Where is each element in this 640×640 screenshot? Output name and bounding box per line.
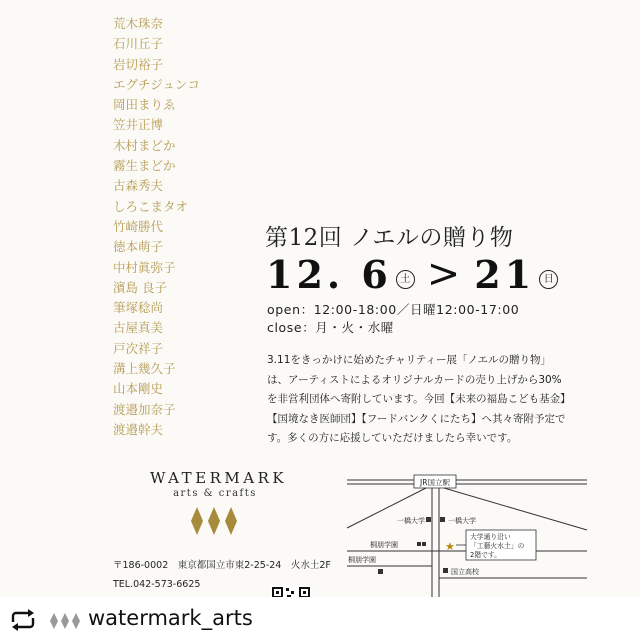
map-star-marker: ★ — [445, 540, 455, 553]
map-label-hitotsubashi-east: 一橋大学 — [448, 517, 476, 525]
gallery-address: 〒186-0002 東京都国立市東2-25-24 火水土2F — [113, 560, 331, 571]
artist-name: 中村眞弥子 — [113, 259, 176, 275]
artist-name: しろこまタオ — [113, 198, 189, 214]
artist-list — [113, 14, 200, 440]
opening-hours — [267, 301, 519, 337]
artist-name: 古森秀夫 — [113, 178, 164, 194]
gallery-tel: TEL.042-573-6625 — [113, 579, 201, 590]
artist-name: 笠井正博 — [113, 117, 164, 133]
watermark-diamond-logo — [190, 506, 238, 536]
map-label-kunitachi-hs: 国立高校 — [451, 568, 479, 576]
map-label-hitotsubashi-west: 一橋大学 — [397, 517, 425, 525]
artist-name: 渡邉加奈子 — [113, 401, 176, 417]
artist-name: 古屋真美 — [113, 320, 164, 336]
date-range-arrow: > — [426, 251, 461, 297]
hours-close: close：月・火・水曜 — [267, 320, 394, 335]
watermark-diamond-icon — [49, 613, 81, 629]
map-label-toho-kindergarten: 桐朋学園 — [370, 541, 398, 549]
artist-name: 濱島 良子 — [113, 279, 167, 295]
artist-name: 山本剛史 — [113, 381, 164, 397]
start-date: 12. 6 — [266, 251, 392, 297]
artist-name: 荒木珠奈 — [113, 16, 164, 31]
hours-open: open：12:00-18:00／日曜12:00-17:00 — [267, 302, 520, 317]
artist-name: 戸次祥子 — [113, 340, 164, 356]
artist-name: 溝上幾久子 — [113, 361, 176, 377]
map-callout-line1: 大学通り沿い — [470, 533, 511, 541]
artist-name: 徳本萌子 — [113, 239, 164, 255]
artist-name: 岡田まりゑ — [113, 97, 176, 113]
end-day-badge: 日 — [539, 270, 558, 289]
event-description: 3.11をきっかけに始めたチャリティー展「ノエルの贈り物」は、アーティストによるオリジナルカードの売り上げから30%を非営利団体へ寄附しています。今回【未来の福島こども基金】【国境なき医師団】【フードバンクくにたち】へ其々寄附予定です。多くの方に応援していただけましたら幸いです。 — [267, 354, 566, 444]
event-title: 第12回 ノエルの贈り物 — [265, 225, 514, 251]
map-station-top: JR国立駅 — [420, 478, 450, 487]
start-day-badge: 土 — [396, 270, 415, 289]
artist-name: 岩切裕子 — [113, 56, 164, 72]
artist-name: 石川丘子 — [113, 36, 164, 52]
artist-name: 竹崎勝代 — [113, 218, 164, 234]
map-label-toho-school: 桐朋学園 — [348, 556, 376, 564]
map-callout-line3: 2階です。 — [470, 551, 501, 559]
gallery-name: WATERMARK — [150, 469, 288, 487]
instagram-handle[interactable]: watermark_arts — [88, 606, 253, 630]
artist-name: 渡邉幹夫 — [113, 421, 164, 437]
map-callout-line2: 「工藝火水土」の — [470, 542, 525, 550]
artist-name: 霧生まどか — [113, 158, 176, 174]
artist-name: 木村まどか — [113, 137, 176, 153]
artist-name: 筆塚稔尚 — [113, 300, 164, 316]
repost-icon[interactable] — [9, 609, 37, 631]
artist-name: エグチジュンコ — [113, 76, 201, 92]
gallery-subtitle: arts & crafts — [173, 488, 257, 499]
gallery-brand — [150, 469, 288, 499]
event-dates — [266, 250, 564, 298]
end-date: 21 — [474, 251, 536, 297]
